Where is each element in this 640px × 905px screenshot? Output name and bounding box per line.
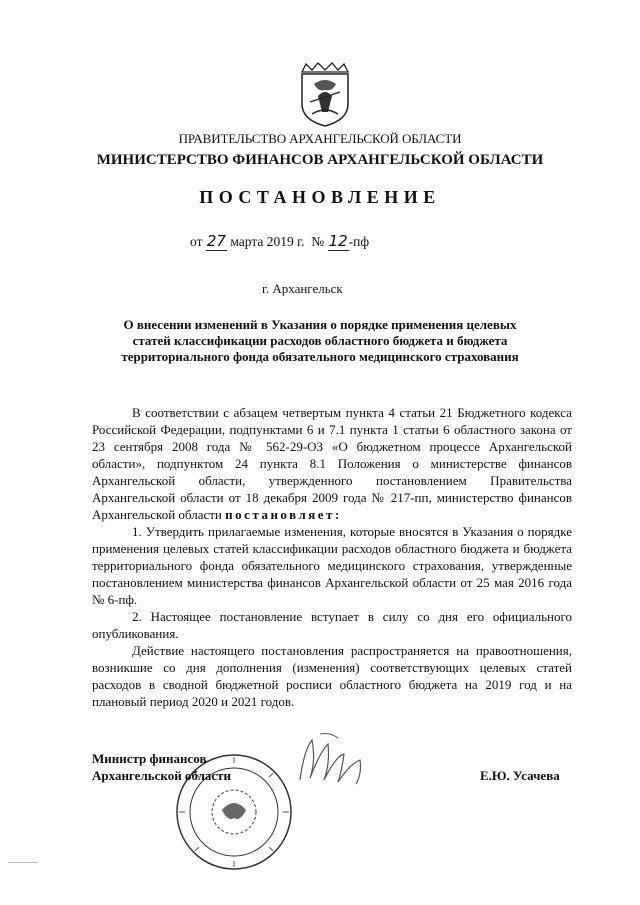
paragraph-2: 2. Настоящее постановление вступает в силу со дня его официального опубликования. [92, 609, 572, 641]
date-line [190, 232, 490, 250]
city: г. Архангельск [262, 281, 343, 296]
document-title: О внесении изменений в Указания о порядке применения целевых статей классификации расходов областного бюджета и бюджета территориального фонда обязательного медицинского страхования [121, 317, 519, 364]
margin-divider [8, 862, 38, 863]
date-day: 27 [206, 232, 226, 250]
government-name: ПРАВИТЕЛЬСТВО АРХАНГЕЛЬСКОЙ ОБЛАСТИ [178, 131, 462, 146]
signatory-position [92, 750, 231, 784]
paragraph-preamble [92, 404, 572, 523]
position-line-1: Министр финансов [92, 751, 207, 766]
ministry-name: МИНИСТЕРСТВО ФИНАНСОВ АРХАНГЕЛЬСКОЙ ОБЛАСТИ [96, 152, 544, 168]
document-type: ПОСТАНОВЛЕНИЕ [199, 187, 441, 207]
paragraph-3: Действие настоящего постановления распространяется на правоотношения, возникшие со дня дополнения (изменения) соответствующих целевых статей расходов в сводной бюджетной росписи областного бюджета на 2019 год и на плановый период 2020 и 2021 годов. [92, 643, 572, 709]
document-body [92, 404, 572, 710]
date-prefix: от [190, 234, 203, 249]
date-month-year: марта 2019 г. [230, 234, 305, 249]
preamble-text: В соответствии с абзацем четвертым пункта 4 статьи 21 Бюджетного кодекса Российской Федерации, подпунктами 6 и 7.1 пункта 1 статьи 6 областного закона от 23 сентября 2008 года № 562-29-ОЗ «О бюджетном процессе Архангельской области», подпунктом 24 пункта 8.1 Положения о министерстве финансов Архангельской области, утвержденного постановлением Правительства Архангельской области от 18 декабря 2009 года № 217-пп, министерство финансов Архангельской области [92, 405, 572, 522]
number-suffix: -пф [348, 234, 370, 249]
preamble-action: постановляет: [225, 507, 342, 522]
number-sign: № [311, 234, 325, 249]
paragraph-1: 1. Утвердить прилагаемые изменения, которые вносятся в Указания о порядке применения целевых статей классификации расходов областного бюджета и бюджета территориального фонда обязательного медицинского страхования, утвержденные постановлением министерства финансов Архангельской области от 25 мая 2016 года № 6-пф. [92, 524, 572, 607]
document-number: 12 [328, 232, 348, 250]
handwritten-signature [290, 730, 380, 790]
position-line-2: Архангельской области [92, 768, 232, 783]
signatory-name: Е.Ю. Усачева [480, 768, 560, 783]
coat-of-arms-icon [298, 62, 352, 128]
